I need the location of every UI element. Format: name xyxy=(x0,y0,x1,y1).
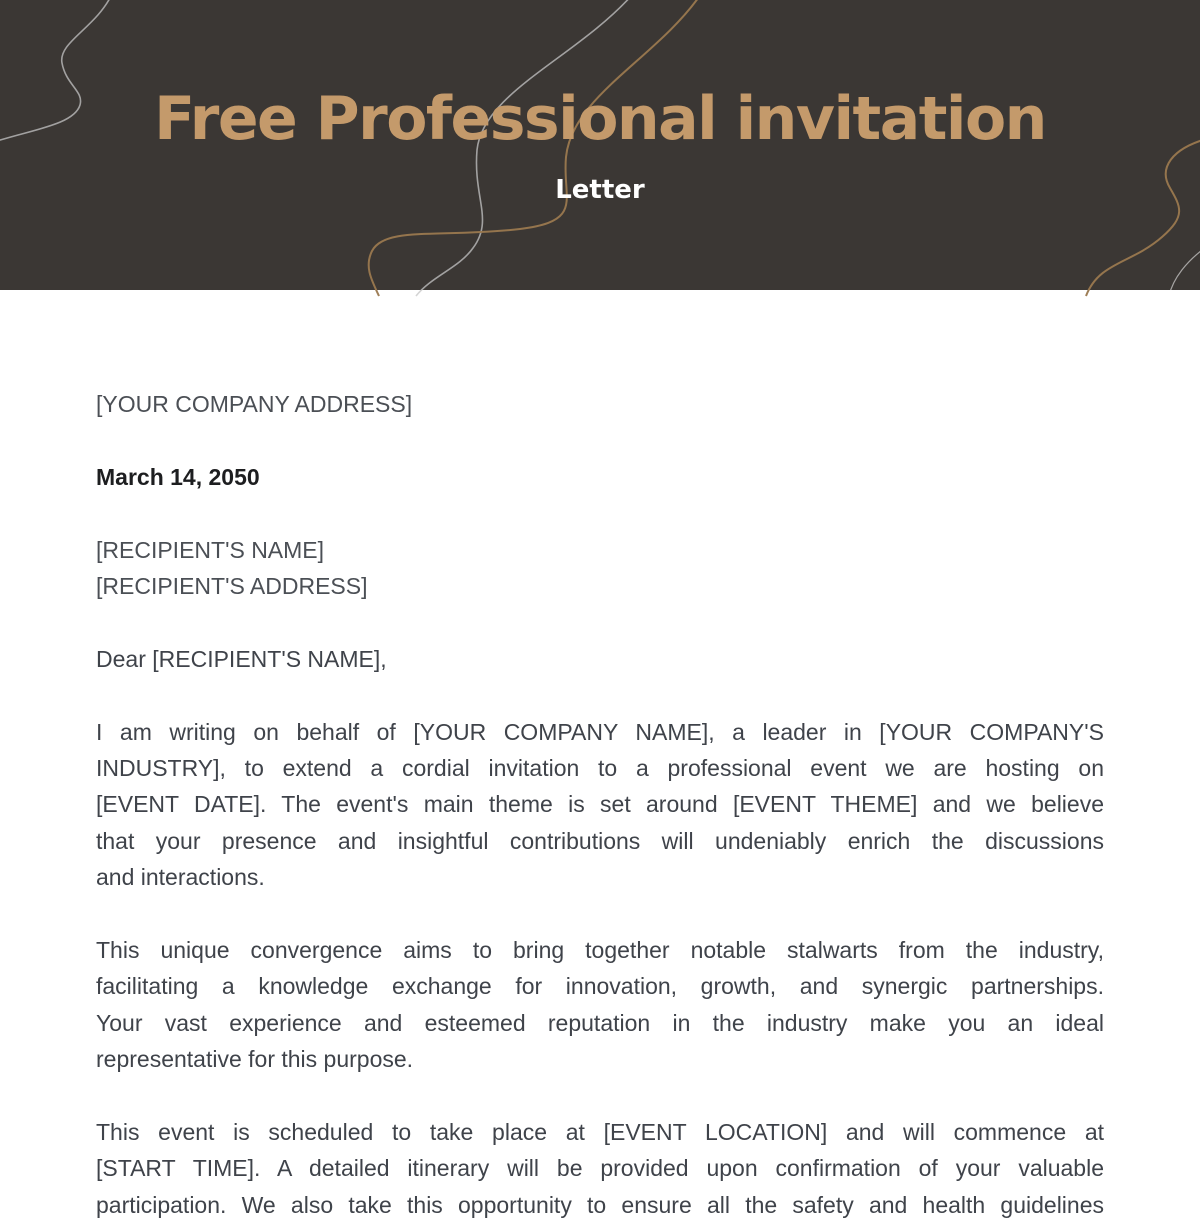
paragraph-line: This event is scheduled to take place at [EVENT LOCATION] and will commence at xyxy=(96,1119,1104,1146)
salutation-line: Dear [RECIPIENT'S NAME], xyxy=(96,645,387,672)
paragraph-line: that your presence and insightful contributions will undeniably enrich the discussions xyxy=(96,827,1104,854)
wave-white-corner-line xyxy=(1169,247,1200,296)
paragraph-line: facilitating a knowledge exchange for innovation, growth, and synergic partnerships. xyxy=(96,973,1104,1000)
paragraph-line: I am writing on behalf of [YOUR COMPANY NAME], a leader in [YOUR COMPANY'S xyxy=(96,718,1104,745)
wave-gray-top-left-line xyxy=(0,0,112,142)
page-subtitle: Letter xyxy=(555,175,645,206)
paragraph-line: [EVENT DATE]. The event's main theme is set around [EVENT THEME] and we believe xyxy=(96,791,1104,818)
paragraph-purpose xyxy=(96,932,1104,1078)
recipient-address-line: [RECIPIENT'S ADDRESS] xyxy=(96,573,368,599)
paragraph-line: representative for this purpose. xyxy=(96,1046,414,1073)
paragraph-line: and interactions. xyxy=(96,864,265,891)
paragraph-line: Your vast experience and esteemed reputation in the industry make you an ideal xyxy=(96,1009,1104,1036)
paragraph-line: INDUSTRY], to extend a cordial invitation to a professional event we are hosting on xyxy=(96,755,1104,781)
paragraph-event-details xyxy=(96,1114,1104,1223)
page-title: Free Professional invitation xyxy=(154,84,1046,155)
letter-date: March 14, 2050 xyxy=(96,463,260,490)
recipient-name-line: [RECIPIENT'S NAME] xyxy=(96,536,325,563)
recipient-block xyxy=(96,532,1104,605)
paragraph-line: participation. We also take this opportunity to ensure all the safety and health guidelines xyxy=(96,1191,1104,1218)
paragraph-line: [START TIME]. A detailed itinerary will be provided upon confirmation of your valuable xyxy=(96,1155,1104,1182)
paragraph-introduction xyxy=(96,714,1104,896)
company-address-line: [YOUR COMPANY ADDRESS] xyxy=(96,391,413,417)
letter-body xyxy=(0,290,1200,1223)
letter-hero-header xyxy=(0,0,1200,290)
wave-tan-right-line xyxy=(1086,139,1200,296)
paragraph-line: This unique convergence aims to bring together notable stalwarts from the industry, xyxy=(96,937,1104,964)
